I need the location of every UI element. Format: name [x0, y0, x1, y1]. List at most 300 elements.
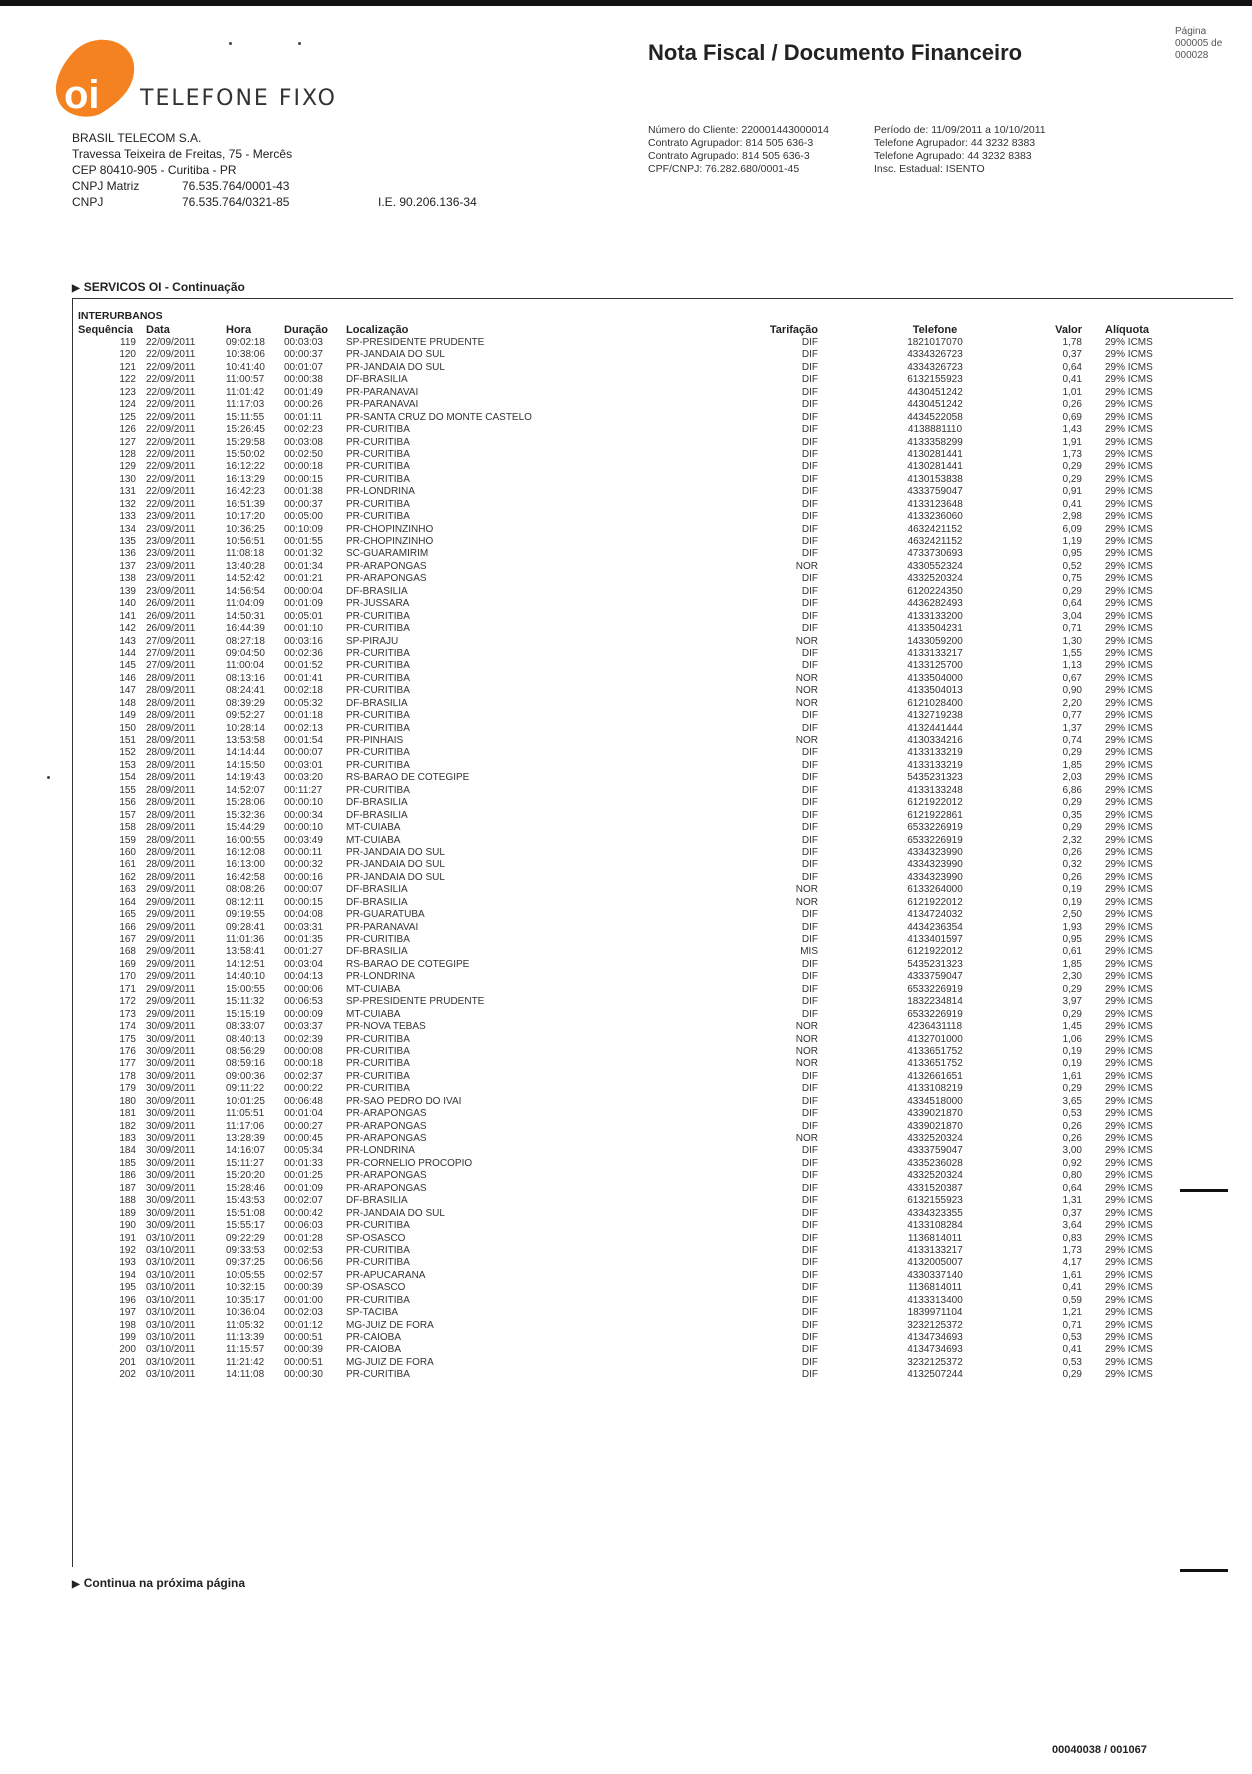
- cell-sequencia: 153: [119, 759, 136, 771]
- cell-valor: 0,41: [1062, 1282, 1082, 1294]
- cell-aliquota: 29% ICMS: [1105, 871, 1153, 883]
- cell-telefone: 4333759047: [907, 971, 963, 983]
- scan-marker: [1180, 1569, 1228, 1572]
- cell-data: 29/09/2011: [146, 1008, 196, 1020]
- cell-localizacao: PR-CURITIBA: [346, 1294, 410, 1306]
- table-row: [0, 573, 1252, 585]
- cell-tarifacao: DIF: [801, 411, 818, 423]
- table-header: [0, 324, 1252, 337]
- cell-sequencia: 199: [119, 1332, 136, 1343]
- cell-duracao: 00:00:11: [284, 846, 323, 858]
- cell-tarifacao: DIF: [801, 660, 818, 672]
- table-row: [0, 872, 1252, 884]
- cell-hora: 08:33:07: [226, 1021, 265, 1033]
- cell-data: 29/09/2011: [146, 909, 196, 921]
- cell-localizacao: DF-BRASILIA: [346, 1195, 408, 1207]
- cell-localizacao: PR-CURITIBA: [346, 647, 410, 659]
- cell-aliquota: 29% ICMS: [1105, 1356, 1153, 1368]
- cell-sequencia: 178: [119, 1070, 136, 1082]
- cell-hora: 15:00:55: [226, 983, 265, 995]
- table-row: [0, 611, 1252, 623]
- cell-hora: 13:58:41: [226, 946, 265, 958]
- cell-data: 28/09/2011: [146, 759, 196, 771]
- cell-duracao: 00:02:50: [284, 448, 323, 460]
- cnpj-matriz-label: CNPJ Matriz: [72, 179, 140, 193]
- cell-tarifacao: DIF: [801, 386, 818, 398]
- cell-localizacao: PR-CURITIBA: [346, 473, 410, 485]
- cell-valor: 0,77: [1062, 710, 1082, 722]
- cell-data: 23/09/2011: [146, 511, 196, 523]
- cell-sequencia: 151: [119, 735, 136, 746]
- cell-valor: 1,91: [1062, 436, 1082, 448]
- cnpj-label: CNPJ: [72, 195, 104, 209]
- cell-duracao: 00:01:41: [284, 672, 323, 684]
- cell-localizacao: PR-CURITIBA: [346, 1058, 410, 1070]
- table-row: [0, 971, 1252, 983]
- cell-duracao: 00:00:16: [284, 871, 323, 883]
- cell-tarifacao: DIF: [801, 1332, 818, 1343]
- cell-tarifacao: NOR: [795, 1133, 818, 1144]
- cell-telefone: 4339021870: [907, 1120, 963, 1132]
- cell-localizacao: PR-CURITIBA: [346, 1369, 410, 1381]
- cell-duracao: 00:06:03: [284, 1220, 323, 1232]
- table-row: [0, 909, 1252, 921]
- cell-duracao: 00:00:42: [284, 1207, 323, 1219]
- cell-sequencia: 142: [119, 623, 136, 635]
- cell-aliquota: 29% ICMS: [1105, 660, 1153, 672]
- cell-localizacao: PR-CORNELIO PROCOPIO: [346, 1157, 473, 1169]
- cell-localizacao: MT-CUIABA: [346, 834, 401, 846]
- cell-sequencia: 154: [119, 772, 136, 784]
- cell-telefone: 4132005007: [907, 1257, 963, 1269]
- cell-valor: 2,03: [1062, 772, 1082, 784]
- cell-hora: 08:13:16: [226, 672, 265, 684]
- cell-aliquota: 29% ICMS: [1105, 436, 1153, 448]
- cell-hora: 14:19:43: [226, 772, 265, 784]
- table-row: [0, 449, 1252, 461]
- cell-hora: 10:28:14: [226, 722, 265, 734]
- cell-sequencia: 186: [119, 1170, 136, 1182]
- cell-duracao: 00:02:07: [284, 1195, 323, 1207]
- company-info: [72, 130, 477, 210]
- cell-valor: 0,67: [1062, 672, 1082, 684]
- cell-data: 23/09/2011: [146, 548, 196, 560]
- cell-localizacao: PR-CURITIBA: [346, 722, 410, 734]
- cell-tarifacao: DIF: [801, 1257, 818, 1269]
- cell-aliquota: 29% ICMS: [1105, 1133, 1153, 1144]
- cell-data: 30/09/2011: [146, 1120, 196, 1132]
- cell-hora: 09:00:36: [226, 1070, 265, 1082]
- cell-valor: 0,95: [1062, 548, 1082, 560]
- cell-tarifacao: NOR: [795, 672, 818, 684]
- cell-duracao: 00:02:39: [284, 1033, 323, 1045]
- cell-valor: 6,09: [1062, 523, 1082, 535]
- cell-hora: 11:04:09: [226, 598, 265, 610]
- cell-telefone: 4130281441: [907, 448, 963, 460]
- cell-localizacao: DF-BRASILIA: [346, 797, 408, 809]
- cell-hora: 08:08:26: [226, 884, 265, 896]
- cell-valor: 0,64: [1062, 361, 1082, 373]
- cell-valor: 2,30: [1062, 971, 1082, 983]
- cell-localizacao: PR-ARAPONGAS: [346, 1182, 427, 1194]
- cell-aliquota: 29% ICMS: [1105, 710, 1153, 722]
- cell-data: 22/09/2011: [146, 486, 196, 498]
- cell-hora: 09:52:27: [226, 710, 265, 722]
- cell-data: 03/10/2011: [146, 1257, 196, 1269]
- cell-telefone: 4332520324: [907, 1133, 963, 1144]
- cell-telefone: 4334323990: [907, 846, 963, 858]
- cell-duracao: 00:00:27: [284, 1120, 323, 1132]
- table-row: [0, 1108, 1252, 1120]
- cell-duracao: 00:01:27: [284, 946, 323, 958]
- cell-valor: 0,80: [1062, 1170, 1082, 1182]
- company-cep: CEP 80410-905 - Curitiba - PR: [72, 163, 237, 177]
- cell-telefone: 1832234814: [907, 996, 963, 1008]
- cell-duracao: 00:04:08: [284, 909, 323, 921]
- cell-tarifacao: DIF: [801, 1145, 818, 1157]
- cell-data: 30/09/2011: [146, 1182, 196, 1194]
- cell-sequencia: 167: [119, 934, 136, 945]
- cell-telefone: 6120224350: [907, 585, 963, 597]
- cell-sequencia: 161: [119, 859, 136, 871]
- cell-tarifacao: DIF: [801, 747, 818, 759]
- cell-hora: 14:15:50: [226, 759, 265, 771]
- telefone-agrupado: Telefone Agrupado: 44 3232 8383: [874, 150, 1032, 162]
- cell-aliquota: 29% ICMS: [1105, 1182, 1153, 1194]
- cell-aliquota: 29% ICMS: [1105, 610, 1153, 622]
- cell-aliquota: 29% ICMS: [1105, 1008, 1153, 1020]
- table-row: [0, 1046, 1252, 1058]
- cell-localizacao: SP-OSASCO: [346, 1282, 406, 1294]
- contrato-agrupador: Contrato Agrupador: 814 505 636-3: [648, 137, 814, 149]
- document-title: Nota Fiscal / Documento Financeiro: [648, 40, 1023, 65]
- cell-tarifacao: DIF: [801, 1369, 818, 1381]
- cell-sequencia: 169: [119, 958, 136, 970]
- cell-valor: 0,37: [1062, 1207, 1082, 1219]
- cell-valor: 0,71: [1062, 1319, 1082, 1331]
- cell-sequencia: 165: [119, 909, 136, 921]
- table-row: [0, 387, 1252, 399]
- cell-data: 03/10/2011: [146, 1244, 196, 1256]
- cell-localizacao: PR-CURITIBA: [346, 1070, 410, 1082]
- cell-hora: 14:14:44: [226, 747, 265, 759]
- cell-tarifacao: DIF: [801, 722, 818, 734]
- table-row: [0, 859, 1252, 871]
- cell-valor: 3,64: [1062, 1220, 1082, 1232]
- table-row: [0, 1034, 1252, 1046]
- cell-localizacao: DF-BRASILIA: [346, 946, 408, 958]
- cell-duracao: 00:01:52: [284, 660, 323, 672]
- client-info-left: [648, 124, 829, 176]
- cell-sequencia: 164: [119, 896, 136, 908]
- cell-valor: 1,61: [1062, 1269, 1082, 1281]
- cell-hora: 11:17:06: [226, 1120, 265, 1132]
- cell-hora: 16:00:55: [226, 834, 265, 846]
- cell-duracao: 00:05:32: [284, 697, 323, 709]
- cell-localizacao: SP-TACIBA: [346, 1307, 399, 1319]
- cpf-cnpj: CPF/CNPJ: 76.282.680/0001-45: [648, 163, 800, 175]
- cell-sequencia: 141: [119, 610, 136, 622]
- cell-tarifacao: DIF: [801, 1170, 818, 1182]
- cell-telefone: 6121922012: [907, 896, 963, 908]
- cell-sequencia: 185: [119, 1157, 136, 1169]
- cell-aliquota: 29% ICMS: [1105, 971, 1153, 983]
- cell-localizacao: SP-PRESIDENTE PRUDENTE: [346, 337, 485, 348]
- cell-hora: 08:56:29: [226, 1045, 265, 1057]
- cell-telefone: 4130281441: [907, 461, 963, 473]
- cell-sequencia: 201: [119, 1356, 136, 1368]
- cell-aliquota: 29% ICMS: [1105, 560, 1153, 572]
- table-row: [0, 835, 1252, 847]
- cell-telefone: 4133504000: [907, 672, 963, 684]
- cell-sequencia: 179: [119, 1083, 136, 1095]
- cell-tarifacao: DIF: [801, 361, 818, 373]
- cell-aliquota: 29% ICMS: [1105, 473, 1153, 485]
- cell-localizacao: DF-BRASILIA: [346, 374, 408, 386]
- table-row: [0, 561, 1252, 573]
- cell-duracao: 00:01:21: [284, 573, 323, 585]
- cell-localizacao: PR-LONDRINA: [346, 1145, 415, 1157]
- cell-sequencia: 147: [119, 685, 136, 697]
- cell-valor: 3,04: [1062, 610, 1082, 622]
- table-row: [0, 1332, 1252, 1344]
- cell-data: 28/09/2011: [146, 747, 196, 759]
- cell-valor: 2,20: [1062, 697, 1082, 709]
- table-row: [0, 747, 1252, 759]
- cell-localizacao: PR-CURITIBA: [346, 1257, 410, 1269]
- cell-data: 30/09/2011: [146, 1045, 196, 1057]
- cell-duracao: 00:03:08: [284, 436, 323, 448]
- cell-duracao: 00:00:09: [284, 1008, 323, 1020]
- cell-duracao: 00:00:37: [284, 349, 323, 361]
- cell-telefone: 4334323355: [907, 1207, 963, 1219]
- col-header-aliquota: Alíquota: [1105, 324, 1149, 336]
- cell-aliquota: 29% ICMS: [1105, 536, 1153, 547]
- cell-sequencia: 192: [119, 1244, 136, 1256]
- cell-data: 30/09/2011: [146, 1108, 196, 1120]
- cell-valor: 0,29: [1062, 1369, 1082, 1381]
- cell-sequencia: 155: [119, 784, 136, 796]
- cell-data: 22/09/2011: [146, 386, 196, 398]
- cell-duracao: 00:02:37: [284, 1070, 323, 1082]
- cell-data: 28/09/2011: [146, 772, 196, 784]
- cell-hora: 09:37:25: [226, 1257, 265, 1269]
- cell-aliquota: 29% ICMS: [1105, 1257, 1153, 1269]
- cell-localizacao: PR-CURITIBA: [346, 747, 410, 759]
- cell-hora: 10:35:17: [226, 1294, 265, 1306]
- cell-localizacao: PR-ARAPONGAS: [346, 560, 427, 572]
- cell-telefone: 4330337140: [907, 1269, 963, 1281]
- table-row: [0, 1295, 1252, 1307]
- cell-duracao: 00:00:32: [284, 859, 323, 871]
- section-title: [72, 280, 245, 294]
- cell-localizacao: PR-CURITIBA: [346, 672, 410, 684]
- cell-valor: 0,32: [1062, 859, 1082, 871]
- cell-valor: 0,19: [1062, 896, 1082, 908]
- cell-localizacao: PR-CURITIBA: [346, 448, 410, 460]
- cell-valor: 0,41: [1062, 1344, 1082, 1356]
- cell-data: 23/09/2011: [146, 536, 196, 547]
- cell-duracao: 00:01:28: [284, 1232, 323, 1244]
- cell-telefone: 4333759047: [907, 486, 963, 498]
- triangle-right-icon: ▶: [72, 283, 80, 294]
- cell-localizacao: PR-JANDAIA DO SUL: [346, 1207, 445, 1219]
- cell-hora: 15:51:08: [226, 1207, 265, 1219]
- cell-telefone: 1136814011: [907, 1282, 963, 1294]
- cell-hora: 08:12:11: [226, 896, 265, 908]
- cell-duracao: 00:05:34: [284, 1145, 323, 1157]
- cell-hora: 11:05:51: [226, 1108, 265, 1120]
- cell-valor: 1,19: [1062, 536, 1082, 547]
- cell-valor: 1,55: [1062, 647, 1082, 659]
- cell-sequencia: 163: [119, 884, 136, 896]
- cell-telefone: 5435231323: [907, 772, 963, 784]
- cell-duracao: 00:01:34: [284, 560, 323, 572]
- cell-aliquota: 29% ICMS: [1105, 834, 1153, 846]
- cell-localizacao: PR-CURITIBA: [346, 1033, 410, 1045]
- company-cnpj-line: [72, 194, 477, 210]
- cell-data: 03/10/2011: [146, 1282, 196, 1294]
- cell-telefone: 4333759047: [907, 1145, 963, 1157]
- cell-sequencia: 150: [119, 722, 136, 734]
- cell-sequencia: 134: [119, 523, 136, 535]
- cell-sequencia: 152: [119, 747, 136, 759]
- cell-tarifacao: DIF: [801, 1356, 818, 1368]
- cell-aliquota: 29% ICMS: [1105, 623, 1153, 635]
- cell-duracao: 00:03:01: [284, 759, 323, 771]
- cell-data: 28/09/2011: [146, 735, 196, 746]
- cell-data: 28/09/2011: [146, 710, 196, 722]
- cell-data: 28/09/2011: [146, 697, 196, 709]
- page-indicator: [1175, 26, 1222, 62]
- table-row: [0, 946, 1252, 958]
- table-row: [0, 424, 1252, 436]
- cell-telefone: 4133133219: [907, 747, 963, 759]
- cell-sequencia: 177: [119, 1058, 136, 1070]
- cell-localizacao: PR-CURITIBA: [346, 660, 410, 672]
- table-row: [0, 636, 1252, 648]
- cell-duracao: 00:01:33: [284, 1157, 323, 1169]
- cell-tarifacao: DIF: [801, 1108, 818, 1120]
- cell-telefone: 4134734693: [907, 1332, 963, 1343]
- cell-duracao: 00:00:08: [284, 1045, 323, 1057]
- table-row: [0, 1170, 1252, 1182]
- cell-localizacao: DF-BRASILIA: [346, 884, 408, 896]
- cell-sequencia: 191: [119, 1232, 136, 1244]
- cell-data: 28/09/2011: [146, 822, 196, 834]
- cell-sequencia: 190: [119, 1220, 136, 1232]
- table-row: [0, 1369, 1252, 1381]
- cell-localizacao: PR-CURITIBA: [346, 436, 410, 448]
- cell-data: 22/09/2011: [146, 498, 196, 510]
- table-row: [0, 772, 1252, 784]
- cell-duracao: 00:01:32: [284, 548, 323, 560]
- cell-sequencia: 138: [119, 573, 136, 585]
- cell-data: 22/09/2011: [146, 436, 196, 448]
- cell-duracao: 00:03:04: [284, 958, 323, 970]
- cell-data: 28/09/2011: [146, 871, 196, 883]
- cell-valor: 0,29: [1062, 461, 1082, 473]
- cell-valor: 0,91: [1062, 486, 1082, 498]
- cell-data: 30/09/2011: [146, 1195, 196, 1207]
- cell-localizacao: DF-BRASILIA: [346, 585, 408, 597]
- cell-telefone: 6132155923: [907, 374, 963, 386]
- cell-hora: 16:44:39: [226, 623, 265, 635]
- cell-sequencia: 183: [119, 1133, 136, 1144]
- cell-data: 03/10/2011: [146, 1369, 196, 1381]
- periodo: Período de: 11/09/2011 a 10/10/2011: [874, 124, 1046, 136]
- cell-valor: 3,00: [1062, 1145, 1082, 1157]
- cell-tarifacao: DIF: [801, 1244, 818, 1256]
- cell-localizacao: PR-ARAPONGAS: [346, 1108, 427, 1120]
- cell-sequencia: 132: [119, 498, 136, 510]
- table-row: [0, 1058, 1252, 1070]
- cell-tarifacao: DIF: [801, 1220, 818, 1232]
- cell-data: 03/10/2011: [146, 1232, 196, 1244]
- cell-duracao: 00:01:04: [284, 1108, 323, 1120]
- cell-duracao: 00:03:31: [284, 921, 323, 933]
- cell-aliquota: 29% ICMS: [1105, 1058, 1153, 1070]
- table-row: [0, 996, 1252, 1008]
- cell-sequencia: 202: [119, 1369, 136, 1381]
- cell-valor: 0,95: [1062, 934, 1082, 945]
- cell-aliquota: 29% ICMS: [1105, 735, 1153, 746]
- cell-localizacao: PR-APUCARANA: [346, 1269, 426, 1281]
- cell-data: 26/09/2011: [146, 598, 196, 610]
- table-row: [0, 1320, 1252, 1332]
- cell-data: 22/09/2011: [146, 337, 196, 348]
- cell-valor: 1,93: [1062, 921, 1082, 933]
- cell-aliquota: 29% ICMS: [1105, 511, 1153, 523]
- cell-aliquota: 29% ICMS: [1105, 909, 1153, 921]
- cell-hora: 16:13:00: [226, 859, 265, 871]
- cell-duracao: 00:01:07: [284, 361, 323, 373]
- cell-data: 28/09/2011: [146, 797, 196, 809]
- cell-duracao: 00:02:57: [284, 1269, 323, 1281]
- cell-aliquota: 29% ICMS: [1105, 697, 1153, 709]
- cell-valor: 1,37: [1062, 722, 1082, 734]
- cell-localizacao: PR-ARAPONGAS: [346, 1120, 427, 1132]
- table-row: [0, 660, 1252, 672]
- cell-valor: 0,29: [1062, 1083, 1082, 1095]
- cell-aliquota: 29% ICMS: [1105, 983, 1153, 995]
- cell-hora: 14:11:08: [226, 1369, 265, 1381]
- cell-data: 28/09/2011: [146, 859, 196, 871]
- cell-hora: 09:19:55: [226, 909, 265, 921]
- cell-tarifacao: DIF: [801, 424, 818, 436]
- table-row: [0, 959, 1252, 971]
- cell-sequencia: 130: [119, 473, 136, 485]
- cell-valor: 2,98: [1062, 511, 1082, 523]
- cell-aliquota: 29% ICMS: [1105, 884, 1153, 896]
- cell-duracao: 00:10:09: [284, 523, 323, 535]
- cell-localizacao: PR-CURITIBA: [346, 424, 410, 436]
- cell-data: 27/09/2011: [146, 635, 196, 647]
- page-number: 000005 de: [1175, 38, 1223, 49]
- cell-localizacao: MT-CUIABA: [346, 1008, 401, 1020]
- cell-telefone: 4130334216: [907, 735, 963, 746]
- cell-data: 22/09/2011: [146, 424, 196, 436]
- cell-aliquota: 29% ICMS: [1105, 498, 1153, 510]
- cell-duracao: 00:02:23: [284, 424, 323, 436]
- cell-duracao: 00:03:49: [284, 834, 323, 846]
- cell-aliquota: 29% ICMS: [1105, 946, 1153, 958]
- table-row: [0, 461, 1252, 473]
- cell-aliquota: 29% ICMS: [1105, 846, 1153, 858]
- table-row: [0, 374, 1252, 386]
- cell-data: 22/09/2011: [146, 473, 196, 485]
- cell-tarifacao: NOR: [795, 560, 818, 572]
